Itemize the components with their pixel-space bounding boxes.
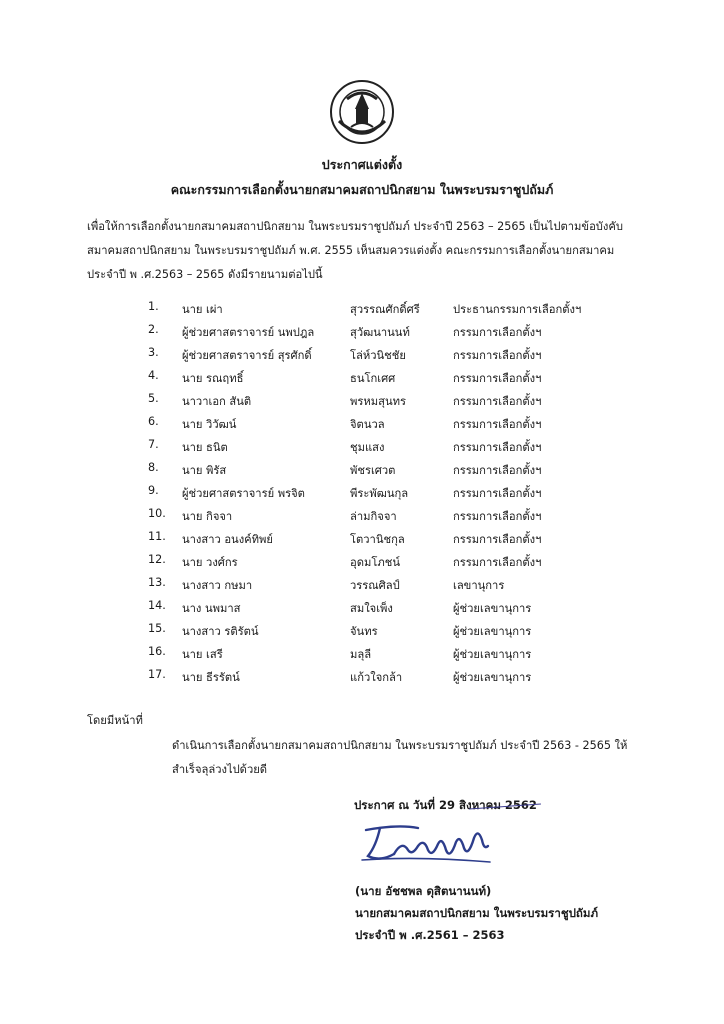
intro-paragraph (87, 215, 642, 287)
member-role: ประธานกรรมการเลือกตั้งฯ (453, 303, 582, 316)
member-name: ผู้ช่วยศาสตราจารย์ พรจิต (182, 487, 305, 500)
duties-paragraph (172, 734, 652, 782)
member-surname: พรหมสุนทร (350, 395, 406, 408)
intro-line: ประจำปี พ .ศ.2563 – 2565 ดังมีรายนามต่อไปนี้ (87, 268, 323, 281)
member-number: 5. (148, 392, 159, 405)
member-number: 17. (148, 668, 166, 681)
signer-block (355, 880, 598, 946)
member-name: นาย พิรัส (182, 464, 227, 477)
member-surname: วรรณศิลป์ (350, 579, 400, 592)
member-role: กรรมการเลือกตั้งฯ (453, 556, 542, 569)
member-role: กรรมการเลือกตั้งฯ (453, 487, 542, 500)
member-role: กรรมการเลือกตั้งฯ (453, 441, 542, 454)
member-surname: ชุมแสง (350, 441, 385, 454)
announcement-prefix: ประกาศ ณ วันที่ (354, 798, 439, 812)
handwritten-signature (358, 820, 498, 868)
member-row (0, 507, 724, 530)
member-row (0, 392, 724, 415)
member-row (0, 300, 724, 323)
member-role: ผู้ช่วยเลขานุการ (453, 671, 532, 684)
duty-line: สำเร็จลุล่วงไปด้วยดี (172, 763, 268, 776)
announcement-date: 29 สิงหาคม 2562 (438, 798, 537, 812)
member-role: กรรมการเลือกตั้งฯ (453, 464, 542, 477)
member-role: กรรมการเลือกตั้งฯ (453, 510, 542, 523)
member-surname: จันทร (350, 625, 378, 638)
member-surname: พีระพัฒนกุล (350, 487, 409, 500)
intro-line: เพื่อให้การเลือกตั้งนายกสมาคมสถาปนิกสยาม ในพระบรมราชูปถัมภ์ ประจำปี 2563 – 2565 เป็นไปตามข้อบังคับ (87, 220, 623, 233)
duties-heading: โดยมีหน้าที่ (87, 714, 143, 727)
member-surname: สุวัฒนานนท์ (350, 326, 410, 339)
member-name: ผู้ช่วยศาสตราจารย์ นพปฎล (182, 326, 315, 339)
member-number: 4. (148, 369, 159, 382)
member-row (0, 553, 724, 576)
member-number: 3. (148, 346, 159, 359)
member-number: 2. (148, 323, 159, 336)
member-number: 10. (148, 507, 166, 520)
member-name: ผู้ช่วยศาสตราจารย์ สุรศักดิ์ (182, 349, 312, 362)
member-role: กรรมการเลือกตั้งฯ (453, 326, 542, 339)
member-surname: สุวรรณศักดิ์ศรี (350, 303, 420, 316)
member-role: กรรมการเลือกตั้งฯ (453, 533, 542, 546)
member-name: นาย วิวัฒน์ (182, 418, 237, 431)
member-surname: จิตนวล (350, 418, 385, 431)
member-name: นาวาเอก สันติ (182, 395, 252, 408)
member-surname: มลุลี (350, 648, 372, 661)
member-number: 6. (148, 415, 159, 428)
member-role: กรรมการเลือกตั้งฯ (453, 349, 542, 362)
announcement-date-line (354, 797, 537, 815)
member-row (0, 346, 724, 369)
member-row (0, 461, 724, 484)
member-name: นางสาว อนงค์ทิพย์ (182, 533, 273, 546)
member-surname: สมใจเพ็ง (350, 602, 393, 615)
member-row (0, 622, 724, 645)
member-name: นาย เผ่า (182, 303, 223, 316)
member-number: 1. (148, 300, 159, 313)
member-number: 12. (148, 553, 166, 566)
member-name: นาย รณฤทธิ์ (182, 372, 244, 385)
member-number: 11. (148, 530, 166, 543)
member-role: กรรมการเลือกตั้งฯ (453, 372, 542, 385)
member-row (0, 668, 724, 691)
intro-line: สมาคมสถาปนิกสยาม ในพระบรมราชูปถัมภ์ พ.ศ. 2555 เห็นสมควรแต่งตั้ง คณะกรรมการเลือกตั้งนายกสมาคม (87, 244, 615, 257)
association-logo (329, 79, 395, 145)
member-number: 15. (148, 622, 166, 635)
member-name: นางสาว กษมา (182, 579, 253, 592)
member-row (0, 438, 724, 461)
member-role: เลขานุการ (453, 579, 505, 592)
member-name: นาย ธนิต (182, 441, 228, 454)
announcement-subtitle: คณะกรรมการเลือกตั้งนายกสมาคมสถาปนิกสยาม ในพระบรมราชูปถัมภ์ (170, 182, 554, 197)
member-row (0, 645, 724, 668)
member-name: นาย เสรี (182, 648, 223, 661)
member-row (0, 576, 724, 599)
member-number: 16. (148, 645, 166, 658)
member-role: ผู้ช่วยเลขานุการ (453, 648, 532, 661)
member-name: นาง นพมาส (182, 602, 241, 615)
duty-line: ดำเนินการเลือกตั้งนายกสมาคมสถาปนิกสยาม ในพระบรมราชูปถัมภ์ ประจำปี 2563 - 2565 ให้ (172, 739, 628, 752)
member-surname: แก้วใจกล้า (350, 671, 403, 684)
member-number: 13. (148, 576, 166, 589)
signer-name: (นาย อัชชพล ดุสิตนานนท์) (355, 884, 492, 898)
member-role: ผู้ช่วยเลขานุการ (453, 625, 532, 638)
member-number: 8. (148, 461, 159, 474)
member-surname: อุดมโภชน์ (350, 556, 400, 569)
member-surname: ธนโกเศศ (350, 372, 396, 385)
member-row (0, 484, 724, 507)
member-number: 9. (148, 484, 159, 497)
member-number: 7. (148, 438, 159, 451)
member-row (0, 415, 724, 438)
member-role: กรรมการเลือกตั้งฯ (453, 418, 542, 431)
member-surname: โตวานิชกุล (350, 533, 405, 546)
member-name: นาย ธีรรัตน์ (182, 671, 240, 684)
member-surname: ล่ามกิจจา (350, 510, 397, 523)
member-surname: โล่ห์วนิชชัย (350, 349, 406, 362)
signer-term: ประจำปี พ .ศ.2561 – 2563 (355, 928, 505, 942)
member-number: 14. (148, 599, 166, 612)
member-row (0, 323, 724, 346)
signer-position: นายกสมาคมสถาปนิกสยาม ในพระบรมราชูปถัมภ์ (355, 906, 599, 920)
member-role: กรรมการเลือกตั้งฯ (453, 395, 542, 408)
member-row (0, 369, 724, 392)
member-surname: พัชรเศวต (350, 464, 396, 477)
member-name: นาย วงศ์กร (182, 556, 238, 569)
member-row (0, 530, 724, 553)
member-role: ผู้ช่วยเลขานุการ (453, 602, 532, 615)
announcement-title: ประกาศแต่งตั้ง (321, 157, 403, 172)
member-name: นางสาว รติรัตน์ (182, 625, 259, 638)
member-row (0, 599, 724, 622)
member-name: นาย กิจจา (182, 510, 233, 523)
